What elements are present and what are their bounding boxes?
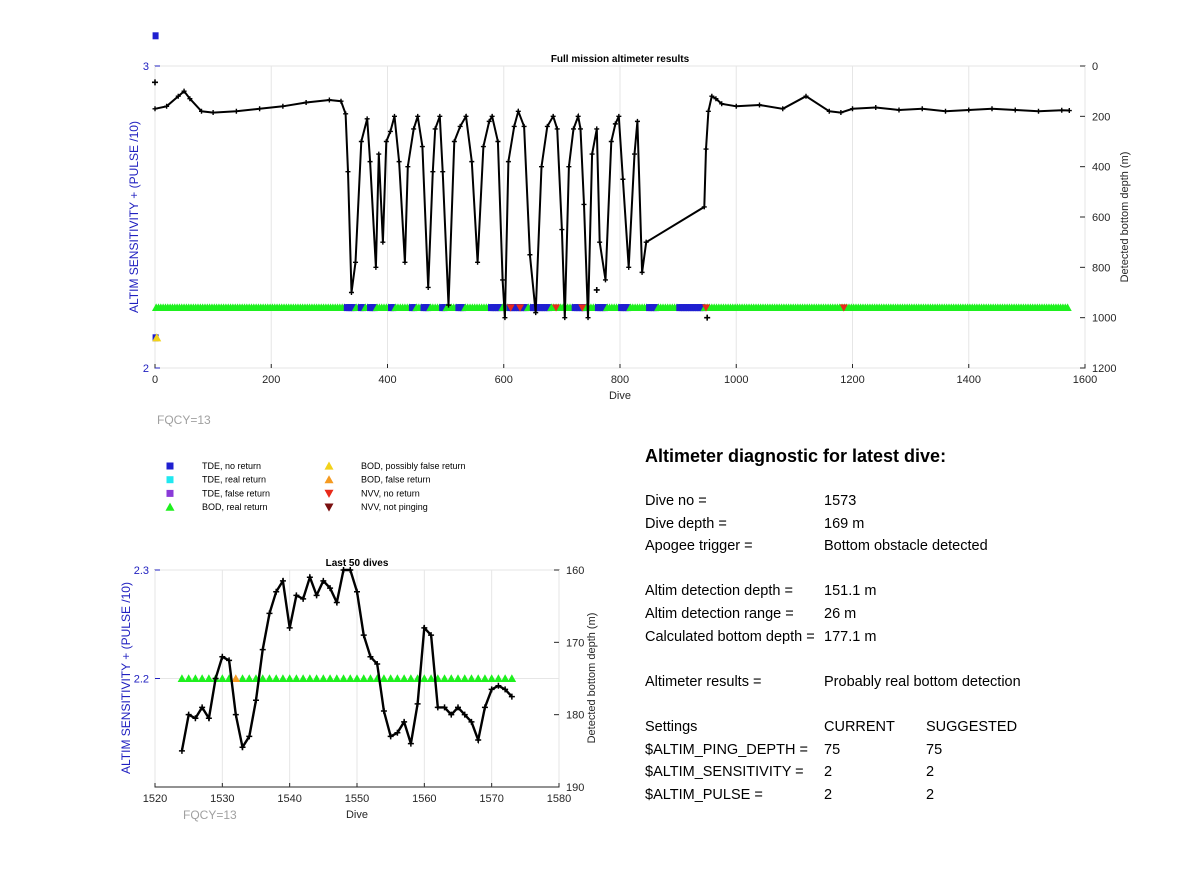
bottom-chart-fqcy: FQCY=13 (183, 808, 237, 822)
settings-label: Settings (645, 718, 698, 735)
right-tick-label: 600 (1092, 212, 1111, 224)
legend-label: TDE, no return (202, 461, 262, 471)
ping-depth-row (645, 742, 1165, 765)
pulse-row (645, 787, 1165, 810)
right-tick-label: 200 (1092, 111, 1111, 124)
top-chart-fqcy: FQCY=13 (157, 413, 211, 427)
left-tick-label: 3 (142, 61, 149, 73)
x-tick-label: 800 (610, 374, 630, 386)
right-tick-label: 1200 (1092, 363, 1117, 375)
ping-depth-suggested: 75 (926, 741, 943, 758)
legend-marker (325, 462, 334, 470)
x-tick-label: 1400 (956, 374, 981, 386)
legend-marker (166, 503, 175, 511)
legend-marker (325, 475, 334, 483)
right-tick-label: 0 (1092, 61, 1099, 73)
right-tick-label: 160 (566, 565, 585, 577)
diagnostic-panel (645, 446, 1165, 809)
legend-marker (167, 490, 174, 497)
ping-depth-label: $ALTIM_PING_DEPTH = (645, 741, 808, 758)
sensitivity-label: $ALTIM_SENSITIVITY = (645, 764, 804, 781)
current-label: CURRENT (824, 718, 895, 735)
pulse-current: 2 (824, 786, 833, 803)
suggested-label: SUGGESTED (926, 718, 1018, 735)
dive-depth-value: 169 m (824, 515, 865, 532)
x-tick-label: 1570 (479, 793, 504, 805)
det-range-label: Altim detection range = (645, 605, 794, 622)
legend-marker (167, 476, 174, 483)
tde-no-return-marker (153, 32, 159, 39)
dive-depth-label: Dive depth = (645, 515, 727, 532)
x-tick-label: 1550 (344, 793, 370, 805)
legend-label: TDE, real return (202, 474, 267, 485)
dive-no-row (645, 493, 1165, 516)
left-tick-label: 2 (142, 363, 149, 375)
x-tick-label: 1560 (412, 793, 437, 805)
right-tick-label: 170 (566, 637, 585, 650)
pulse-suggested: 2 (926, 786, 935, 803)
calc-value: 177.1 m (824, 628, 877, 645)
bottom-chart-title: Last 50 dives (325, 558, 389, 569)
legend-label: BOD, false return (361, 474, 431, 485)
bottom-chart-xlabel: Dive (345, 809, 369, 821)
x-tick-label: 1600 (1072, 374, 1098, 386)
legend (166, 461, 466, 512)
right-tick-label: 180 (566, 709, 585, 722)
x-tick-label: 1000 (724, 374, 749, 386)
legend-marker (167, 463, 174, 470)
legend-label: NVV, no return (361, 488, 420, 499)
det-depth-row (645, 583, 1165, 606)
x-tick-label: 1530 (210, 793, 235, 805)
dive-no-value: 1573 (824, 493, 857, 509)
sensitivity-current: 2 (824, 764, 833, 781)
sensitivity-suggested: 2 (926, 764, 935, 781)
x-tick-label: 1540 (277, 793, 302, 805)
apogee-label: Apogee trigger = (645, 538, 753, 555)
apogee-row (645, 538, 1165, 561)
apogee-value: Bottom obstacle detected (824, 538, 988, 555)
results-row (645, 674, 1165, 697)
results-label: Altimeter results = (645, 673, 762, 690)
pulse-label: $ALTIM_PULSE = (645, 786, 763, 803)
right-tick-label: 190 (566, 782, 585, 794)
right-tick-label: 1000 (1092, 312, 1117, 325)
dive-depth-row (645, 516, 1165, 539)
legend-label: TDE, false return (202, 488, 271, 499)
legend-label: BOD, possibly false return (361, 461, 466, 471)
ping-depth-current: 75 (824, 741, 841, 758)
legend-label: BOD, real return (202, 502, 268, 513)
x-tick-label: 0 (151, 374, 159, 386)
det-range-row (645, 606, 1165, 629)
legend-marker (325, 490, 334, 498)
calc-label: Calculated bottom depth = (645, 628, 815, 645)
det-depth-label: Altim detection depth = (645, 583, 793, 600)
bottom-chart (119, 558, 598, 822)
bottom-chart-ylabel-right: Detected bottom depth (m) (586, 612, 598, 744)
sensitivity-row (645, 764, 1165, 787)
top-chart-ylabel-left: ALTIM SENSITIVITY + (PULSE /10) (127, 121, 141, 313)
settings-header-row (645, 719, 1165, 742)
dive-no-label: Dive no = (645, 493, 707, 509)
results-value: Probably real bottom detection (824, 673, 1021, 690)
det-range-value: 26 m (824, 605, 857, 622)
bottom-chart-ylabel-left: ALTIM SENSITIVITY + (PULSE /10) (119, 582, 133, 774)
top-chart-xlabel: Dive (608, 390, 632, 402)
left-tick-label: 2.2 (133, 673, 149, 686)
x-tick-label: 1580 (546, 793, 572, 805)
x-tick-label: 1200 (840, 374, 865, 386)
top-chart (127, 32, 1131, 427)
right-tick-label: 400 (1092, 161, 1111, 174)
calc-row (645, 629, 1165, 652)
legend-label: NVV, not pinging (361, 502, 428, 513)
diagnostic-heading: Altimeter diagnostic for latest dive: (645, 446, 947, 466)
legend-marker (325, 504, 334, 512)
det-depth-value: 151.1 m (824, 583, 877, 600)
top-chart-title: Full mission altimeter results (550, 54, 690, 65)
x-tick-label: 1520 (142, 793, 168, 805)
right-tick-label: 800 (1092, 262, 1111, 275)
x-tick-label: 200 (262, 374, 281, 386)
x-tick-label: 400 (378, 374, 397, 386)
top-chart-ylabel-right: Detected bottom depth (m) (1119, 151, 1131, 283)
x-tick-label: 600 (494, 374, 513, 386)
left-tick-label: 2.3 (133, 565, 149, 577)
